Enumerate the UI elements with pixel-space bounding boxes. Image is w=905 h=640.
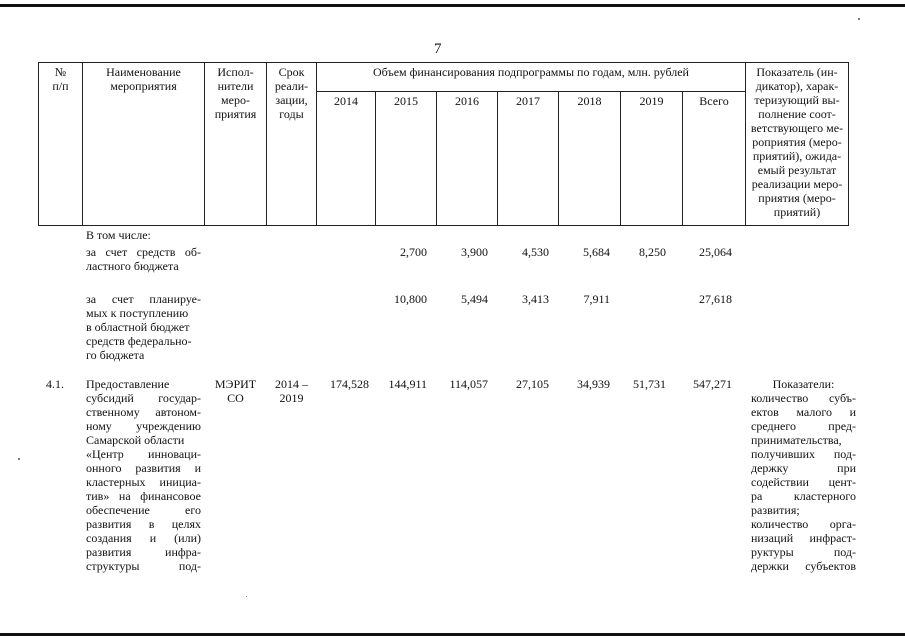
top-border-rule <box>0 4 905 7</box>
row-name-line: Самарской области <box>86 433 185 447</box>
cell-value-2015: 10,800 <box>394 292 427 306</box>
header-executors-line: нители <box>217 79 254 93</box>
row-name-line: за счет средств об- <box>86 245 201 259</box>
header-year-2017: 2017 <box>516 94 540 108</box>
row-name-line: развития в целях <box>86 517 201 531</box>
executor-line: МЭРИТ <box>214 377 257 391</box>
row-name-line: развития инфра- <box>86 545 201 559</box>
header-indicator-line: приятий) <box>773 205 821 219</box>
row-name-line: ластного бюджета <box>86 259 179 273</box>
cell-value-2018: 5,684 <box>583 245 610 259</box>
indicator-line: Показатели: <box>772 377 835 391</box>
row-name-line: мых к поступлению <box>86 306 189 320</box>
indicator-line: принимательства, <box>751 433 842 447</box>
header-indicator-line: дикатор), харак- <box>755 79 839 93</box>
header-cell-year <box>436 91 498 226</box>
bottom-border-rule <box>0 633 905 636</box>
cell-value-2017: 3,413 <box>522 292 549 306</box>
indicator-line: ра кластерного <box>751 489 856 503</box>
header-name-label <box>83 65 204 93</box>
scan-speck <box>246 596 247 597</box>
term-line: 2014 – <box>275 377 308 391</box>
row-name-line: го бюджета <box>86 348 145 362</box>
cell-value-2015: 144,911 <box>388 377 427 391</box>
scan-speck <box>858 18 860 20</box>
header-indicator-label <box>746 65 848 219</box>
header-term-line: Срок <box>278 65 305 79</box>
indicator-line: ектов малого и <box>751 405 856 419</box>
header-year-2018: 2018 <box>577 94 602 108</box>
header-financing-title: Объем финансирования подпрограммы по годам, млн. рублей <box>373 65 689 79</box>
header-no-line: п/п <box>52 79 69 93</box>
header-indicator-line: Показатель (ин- <box>756 65 838 79</box>
header-term-line: реали- <box>274 79 309 93</box>
row-name-line: кластерных инициа- <box>86 475 201 489</box>
cell-value-2018: 34,939 <box>577 377 610 391</box>
header-term-line: годы <box>279 107 304 121</box>
row-federal-name <box>86 292 201 362</box>
indicator-line: среднего пред- <box>751 419 856 433</box>
row-name-line: субсидий государ- <box>86 391 201 405</box>
indicator-line: держки субъектов <box>751 559 856 573</box>
header-year-2019: 2019 <box>639 94 664 108</box>
cell-value-total: 25,064 <box>699 245 732 259</box>
indicator-line: развития; <box>751 503 800 517</box>
header-no-line: № <box>54 65 67 79</box>
row-term <box>267 377 316 405</box>
indicator-line: количество субъ- <box>751 391 856 405</box>
cell-value-total: 547,271 <box>693 377 732 391</box>
header-cell-year <box>316 91 376 226</box>
header-executors-line: меро- <box>221 93 250 107</box>
including-label: В том числе: <box>86 228 151 242</box>
header-name-line: мероприятия <box>110 79 177 93</box>
cell-value-2015: 2,700 <box>400 245 427 259</box>
row-name-line: «Центр инноваци- <box>86 447 201 461</box>
header-cell-year <box>375 91 437 226</box>
header-name-line: Наименование <box>106 65 181 79</box>
header-term-line: зации, <box>275 93 308 107</box>
row-name-line: онного развития и <box>86 461 201 475</box>
row-name-line: за счет планируе- <box>86 292 201 306</box>
row-name-line: в областной бюджет <box>86 320 190 334</box>
header-indicator-line: полнение соот- <box>758 107 836 121</box>
row-name-line: создания и (или) <box>86 531 201 545</box>
header-cell-year <box>620 91 683 226</box>
cell-value-2014: 174,528 <box>330 377 369 391</box>
row-executor <box>205 377 266 405</box>
row-name-line: Предоставление <box>86 377 170 391</box>
header-year-2014: 2014 <box>334 94 358 108</box>
indicator-line: руктуры под- <box>751 545 856 559</box>
term-line: 2019 <box>279 391 304 405</box>
scan-speck <box>18 458 20 460</box>
cell-value-2017: 4,530 <box>522 245 549 259</box>
header-no-label <box>39 65 82 93</box>
cell-value-2016: 5,494 <box>461 292 488 306</box>
header-cell-total <box>682 91 746 226</box>
header-indicator-line: приятия (меро- <box>758 191 836 205</box>
row-name-line: ственному автоном- <box>86 405 201 419</box>
header-executors-label <box>205 65 266 121</box>
header-cell-year <box>558 91 621 226</box>
header-executors-line: Испол- <box>217 65 254 79</box>
header-indicator-line: ветствующего ме- <box>750 121 844 135</box>
row-name-line: структуры под- <box>86 559 201 573</box>
header-indicator-line: приятий), ожида- <box>752 149 842 163</box>
cell-value-total: 27,618 <box>699 292 732 306</box>
cell-value-2018: 7,911 <box>583 292 610 306</box>
row-item-name <box>86 377 201 573</box>
cell-value-2019: 8,250 <box>639 245 666 259</box>
header-indicator-line: емый результат <box>757 163 837 177</box>
cell-value-2016: 114,057 <box>449 377 488 391</box>
indicator-line: содействии цент- <box>751 475 856 489</box>
header-term-label <box>267 65 316 121</box>
indicator-line: держку при <box>751 461 856 475</box>
header-indicator-line: роприятия (меро- <box>752 135 842 149</box>
header-executors-line: приятия <box>214 107 257 121</box>
indicator-line: получивших под- <box>751 447 856 461</box>
cell-value-2016: 3,900 <box>461 245 488 259</box>
header-cell-year <box>497 91 559 226</box>
page-number: 7 <box>434 41 442 57</box>
cell-value-2019: 51,731 <box>633 377 666 391</box>
row-indicator <box>751 377 856 573</box>
cell-value-2017: 27,105 <box>516 377 549 391</box>
row-name-line: средств федерально- <box>86 334 192 348</box>
row-number: 4.1. <box>46 377 64 391</box>
header-total: Всего <box>699 94 729 108</box>
row-name-line: ному учреждению <box>86 419 201 433</box>
executor-line: СО <box>227 391 244 405</box>
header-year-2016: 2016 <box>455 94 479 108</box>
header-indicator-line: реализации меро- <box>751 177 843 191</box>
header-year-2015: 2015 <box>394 94 418 108</box>
header-indicator-line: теризующий вы- <box>754 93 840 107</box>
indicator-line: низаций инфраст- <box>751 531 856 545</box>
row-name-line: обеспечение его <box>86 503 201 517</box>
row-name-line: тив» на финансовое <box>86 489 201 503</box>
indicator-line: количество орга- <box>751 517 856 531</box>
row-regional-name <box>86 245 201 273</box>
